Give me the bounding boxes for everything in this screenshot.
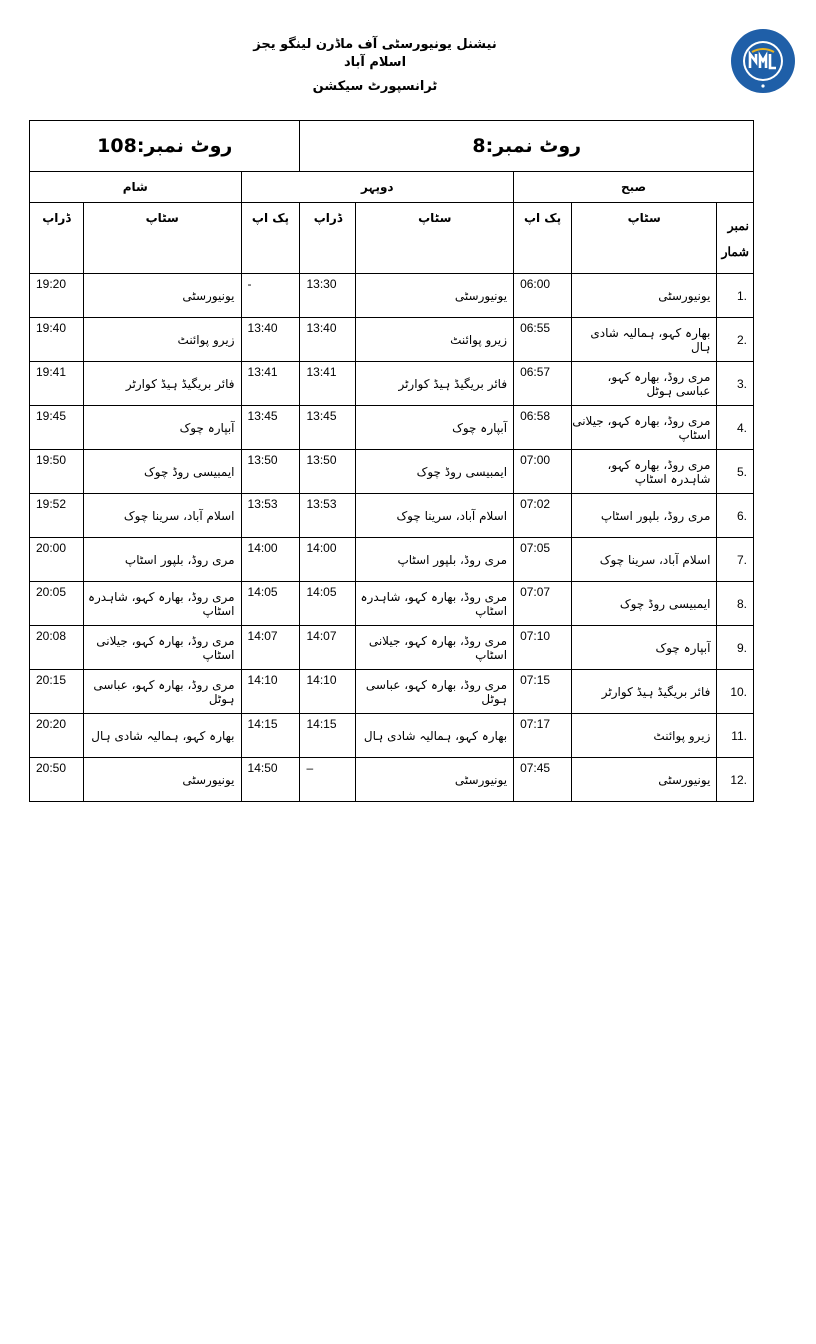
morning-stop-cell: بھارہ کہو، ہمالیہ شادی ہال — [572, 318, 717, 362]
afternoon-drop-cell: 14:10 — [300, 670, 356, 714]
evening-drop-cell: 20:15 — [30, 670, 84, 714]
evening-drop-cell: 19:52 — [30, 494, 84, 538]
evening-drop-cell: 20:05 — [30, 582, 84, 626]
table-row — [30, 538, 754, 582]
serial-cell: 8. — [717, 582, 754, 626]
route-108-title: روٹ نمبر:108 — [30, 121, 300, 172]
serial-cell: 11. — [717, 714, 754, 758]
morning-stop-cell: یونیورسٹی — [572, 274, 717, 318]
afternoon-stop-cell: یونیورسٹی — [356, 274, 514, 318]
table-row — [30, 494, 754, 538]
afternoon-pickup-cell: 14:07 — [241, 626, 300, 670]
evening-stop-cell: اسلام آباد، سرینا چوک — [83, 494, 241, 538]
morning-stop-cell: آبپارہ چوک — [572, 626, 717, 670]
serial-cell: 9. — [717, 626, 754, 670]
morning-stop-cell: یونیورسٹی — [572, 758, 717, 802]
col-evening-drop: ڈراپ — [30, 203, 84, 274]
morning-pickup-cell: 07:05 — [514, 538, 572, 582]
morning-stop-cell: ایمبیسی روڈ چوک — [572, 582, 717, 626]
morning-stop-cell: مری روڈ، بھارہ کہو، جیلانی اسٹاپ — [572, 406, 717, 450]
morning-pickup-cell: 06:58 — [514, 406, 572, 450]
afternoon-drop-cell: 14:15 — [300, 714, 356, 758]
morning-stop-cell: فائر بریگیڈ ہیڈ کوارٹر — [572, 670, 717, 714]
afternoon-stop-cell: یونیورسٹی — [356, 758, 514, 802]
route-8-title: روٹ نمبر:8 — [300, 121, 754, 172]
morning-pickup-cell: 07:07 — [514, 582, 572, 626]
table-row — [30, 714, 754, 758]
serial-cell: 4. — [717, 406, 754, 450]
evening-drop-cell: 19:40 — [30, 318, 84, 362]
evening-stop-cell: فائر بریگیڈ ہیڈ کوارٹر — [83, 362, 241, 406]
table-row — [30, 626, 754, 670]
table-row — [30, 406, 754, 450]
morning-pickup-cell: 06:00 — [514, 274, 572, 318]
morning-pickup-cell: 06:57 — [514, 362, 572, 406]
schedule-rows — [30, 274, 754, 802]
afternoon-pickup-cell: 13:53 — [241, 494, 300, 538]
period-afternoon: دوپہر — [241, 172, 514, 203]
morning-stop-cell: اسلام آباد، سرینا چوک — [572, 538, 717, 582]
page-header — [250, 36, 500, 96]
afternoon-stop-cell: اسلام آباد، سرینا چوک — [356, 494, 514, 538]
table-row — [30, 582, 754, 626]
period-morning: صبح — [514, 172, 754, 203]
serial-cell: 1. — [717, 274, 754, 318]
section-name: ٹرانسپورٹ سیکشن — [312, 79, 438, 94]
evening-drop-cell: 20:08 — [30, 626, 84, 670]
morning-pickup-cell: 07:00 — [514, 450, 572, 494]
morning-stop-cell: مری روڈ، بلپور اسٹاپ — [572, 494, 717, 538]
morning-pickup-cell: 07:45 — [514, 758, 572, 802]
afternoon-drop-cell: 14:05 — [300, 582, 356, 626]
afternoon-pickup-cell: 13:40 — [241, 318, 300, 362]
morning-stop-cell: مری روڈ، بھارہ کہو، شاہدرہ اسٹاپ — [572, 450, 717, 494]
afternoon-stop-cell: بھارہ کہو، ہمالیہ شادی ہال — [356, 714, 514, 758]
col-afternoon-drop: ڈراپ — [300, 203, 356, 274]
afternoon-drop-cell: 13:30 — [300, 274, 356, 318]
evening-stop-cell: مری روڈ، بلپور اسٹاپ — [83, 538, 241, 582]
table-row — [30, 758, 754, 802]
afternoon-drop-cell: – — [300, 758, 356, 802]
afternoon-drop-cell: 13:50 — [300, 450, 356, 494]
col-afternoon-stop: سٹاپ — [356, 203, 514, 274]
evening-stop-cell: آبپارہ چوک — [83, 406, 241, 450]
serial-cell: 7. — [717, 538, 754, 582]
afternoon-pickup-cell: - — [241, 274, 300, 318]
route-schedule-table — [29, 120, 754, 802]
table-row — [30, 318, 754, 362]
morning-pickup-cell: 06:55 — [514, 318, 572, 362]
morning-stop-cell: زیرو پوائنٹ — [572, 714, 717, 758]
university-name: نیشنل یونیورسٹی آف ماڈرن لینگو یجز اسلام آباد — [253, 37, 497, 70]
evening-stop-cell: زیرو پوائنٹ — [83, 318, 241, 362]
serial-cell: 3. — [717, 362, 754, 406]
afternoon-pickup-cell: 13:45 — [241, 406, 300, 450]
afternoon-drop-cell: 14:07 — [300, 626, 356, 670]
evening-stop-cell: مری روڈ، بھارہ کہو، شاہدرہ اسٹاپ — [83, 582, 241, 626]
afternoon-pickup-cell: 14:10 — [241, 670, 300, 714]
afternoon-drop-cell: 13:45 — [300, 406, 356, 450]
evening-stop-cell: مری روڈ، بھارہ کہو، عباسی ہوٹل — [83, 670, 241, 714]
afternoon-drop-cell: 13:53 — [300, 494, 356, 538]
morning-pickup-cell: 07:17 — [514, 714, 572, 758]
morning-pickup-cell: 07:02 — [514, 494, 572, 538]
afternoon-stop-cell: آبپارہ چوک — [356, 406, 514, 450]
afternoon-pickup-cell: 14:15 — [241, 714, 300, 758]
afternoon-stop-cell: مری روڈ، بلپور اسٹاپ — [356, 538, 514, 582]
afternoon-stop-cell: زیرو پوائنٹ — [356, 318, 514, 362]
evening-drop-cell: 20:00 — [30, 538, 84, 582]
serial-cell: 2. — [717, 318, 754, 362]
afternoon-stop-cell: مری روڈ، بھارہ کہو، شاہدرہ اسٹاپ — [356, 582, 514, 626]
afternoon-stop-cell: ایمبیسی روڈ چوک — [356, 450, 514, 494]
col-evening-stop: سٹاپ — [83, 203, 241, 274]
period-evening: شام — [30, 172, 242, 203]
afternoon-pickup-cell: 14:50 — [241, 758, 300, 802]
evening-stop-cell: مری روڈ، بھارہ کہو، جیلانی اسٹاپ — [83, 626, 241, 670]
col-morning-pickup: پک اپ — [514, 203, 572, 274]
afternoon-stop-cell: فائر بریگیڈ ہیڈ کوارٹر — [356, 362, 514, 406]
morning-pickup-cell: 07:10 — [514, 626, 572, 670]
evening-stop-cell: بھارہ کہو، ہمالیہ شادی ہال — [83, 714, 241, 758]
afternoon-pickup-cell: 14:05 — [241, 582, 300, 626]
afternoon-drop-cell: 13:40 — [300, 318, 356, 362]
evening-stop-cell: ایمبیسی روڈ چوک — [83, 450, 241, 494]
afternoon-drop-cell: 14:00 — [300, 538, 356, 582]
evening-drop-cell: 20:20 — [30, 714, 84, 758]
col-afternoon-pickup: پک اپ — [241, 203, 300, 274]
evening-drop-cell: 20:50 — [30, 758, 84, 802]
afternoon-stop-cell: مری روڈ، بھارہ کہو، عباسی ہوٹل — [356, 670, 514, 714]
afternoon-pickup-cell: 13:41 — [241, 362, 300, 406]
evening-stop-cell: یونیورسٹی — [83, 274, 241, 318]
evening-drop-cell: 19:45 — [30, 406, 84, 450]
col-morning-stop: سٹاپ — [572, 203, 717, 274]
serial-cell: 12. — [717, 758, 754, 802]
serial-cell: 6. — [717, 494, 754, 538]
afternoon-stop-cell: مری روڈ، بھارہ کہو، جیلانی اسٹاپ — [356, 626, 514, 670]
evening-stop-cell: یونیورسٹی — [83, 758, 241, 802]
numl-logo-icon — [730, 28, 796, 94]
table-row — [30, 274, 754, 318]
table-row — [30, 670, 754, 714]
table-row — [30, 450, 754, 494]
serial-cell: 5. — [717, 450, 754, 494]
morning-pickup-cell: 07:15 — [514, 670, 572, 714]
morning-stop-cell: مری روڈ، بھارہ کہو، عباسی ہوٹل — [572, 362, 717, 406]
afternoon-drop-cell: 13:41 — [300, 362, 356, 406]
evening-drop-cell: 19:50 — [30, 450, 84, 494]
serial-cell: 10. — [717, 670, 754, 714]
afternoon-pickup-cell: 13:50 — [241, 450, 300, 494]
afternoon-pickup-cell: 14:00 — [241, 538, 300, 582]
evening-drop-cell: 19:20 — [30, 274, 84, 318]
col-serial: نمبر شمار — [717, 203, 754, 274]
evening-drop-cell: 19:41 — [30, 362, 84, 406]
table-row — [30, 362, 754, 406]
